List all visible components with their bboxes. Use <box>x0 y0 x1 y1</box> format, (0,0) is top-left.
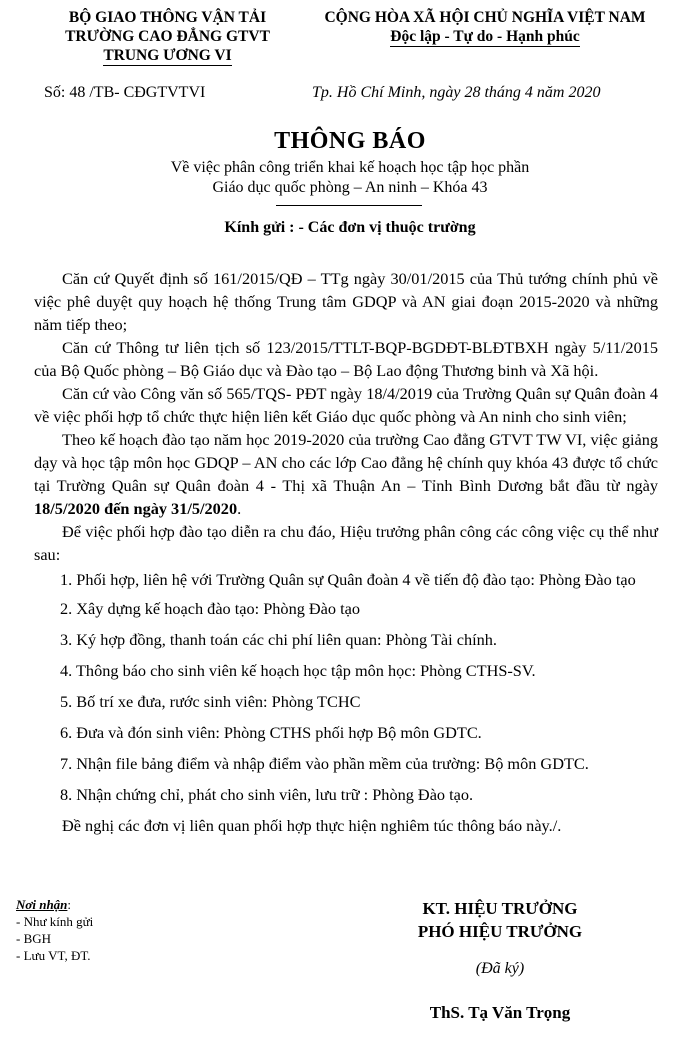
list-item: 8. Nhận chứng chỉ, phát cho sinh viên, lưu trữ : Phòng Đào tạo. <box>60 785 474 804</box>
national-header <box>300 8 670 47</box>
school-name: TRƯỜNG CAO ĐẲNG GTVT <box>65 28 270 45</box>
schedule-text: Theo kế hoạch đào tạo năm học 2019-2020 của trường Cao đẳng GTVT TW VI, việc giảng dạy và học tập môn học GDQP – AN cho các lớp Cao đẳng hệ chính quy khóa 43 được tổ chức tại Trường Quân sự Quân đoàn 4 - Thị xã Thuận An – Tỉnh Bình Dương bắt đầu từ ngày <box>34 430 658 495</box>
document-body <box>34 267 658 837</box>
paragraph-legal-basis-2: Căn cứ Thông tư liên tịch số 123/2015/TTLT-BQP-BGDĐT-BLĐTBXH ngày 5/11/2015 của Bộ Quốc phòng – Bộ Giáo dục và Đào tạo – Bộ Lao động Thương binh và Xã hội. <box>34 338 658 380</box>
list-item: 3. Ký hợp đồng, thanh toán các chi phí liên quan: Phòng Tài chính. <box>60 630 497 649</box>
national-title: CỘNG HÒA XÃ HỘI CHỦ NGHĨA VIỆT NAM <box>324 9 646 26</box>
list-item: 6. Đưa và đón sinh viên: Phòng CTHS phối hợp Bộ môn GDTC. <box>60 723 482 742</box>
subtitle-line1: Về việc phân công triển khai kế hoạch học tập học phần <box>170 159 530 176</box>
list-item: - Như kính gửi <box>16 914 94 929</box>
list-item: - Lưu VT, ĐT. <box>16 948 91 963</box>
signature-block <box>380 897 620 943</box>
task-list <box>34 568 658 806</box>
schedule-end: . <box>237 499 242 518</box>
ministry-name: BỘ GIAO THÔNG VẬN TẢI <box>68 9 267 26</box>
list-item: 5. Bố trí xe đưa, rước sinh viên: Phòng TCHC <box>60 692 361 711</box>
recipient-line: Kính gửi : - Các đơn vị thuộc trường <box>224 219 476 236</box>
list-item: 4. Thông báo cho sinh viên kế hoạch học tập môn học: Phòng CTHS-SV. <box>60 661 536 680</box>
list-item: 2. Xây dựng kế hoạch đào tạo: Phòng Đào tạo <box>60 599 361 618</box>
national-motto: Độc lập - Tự do - Hạnh phúc <box>390 28 580 45</box>
recipients-block <box>16 896 93 964</box>
document-title: THÔNG BÁO <box>274 128 426 154</box>
document-subtitle <box>0 158 700 198</box>
subtitle-divider <box>276 205 422 206</box>
signed-note: (Đã ký) <box>475 960 525 977</box>
list-item: - BGH <box>16 931 52 946</box>
paragraph-schedule <box>34 428 658 520</box>
paragraph-legal-basis-1: Căn cứ Quyết định số 161/2015/QĐ – TTg ngày 30/01/2015 của Thủ tướng chính phủ về việc phê duyệt quy hoạch hệ thống Trung tâm GDQP và AN giai đoạn 2015-2020 và những năm tiếp theo; <box>34 269 658 334</box>
signature-position: PHÓ HIỆU TRƯỞNG <box>417 922 583 941</box>
recipients-colon: : <box>67 897 72 912</box>
signer-name: ThS. Tạ Văn Trọng <box>429 1003 571 1022</box>
subtitle-line2: Giáo dục quốc phòng – An ninh – Khóa 43 <box>212 179 488 196</box>
list-item: 1. Phối hợp, liên hệ với Trường Quân sự Quân đoàn 4 về tiến độ đào tạo: Phòng Đào tạo <box>60 570 636 589</box>
issuer-header <box>40 8 295 66</box>
paragraph-assignment-intro: Để việc phối hợp đào tạo diễn ra chu đáo, Hiệu trưởng phân công các công việc cụ thể như sau: <box>34 522 658 564</box>
signature-authority: KT. HIỆU TRƯỞNG <box>422 899 578 918</box>
closing-request: Đề nghị các đơn vị liên quan phối hợp thực hiện nghiêm túc thông báo này./. <box>62 816 562 835</box>
schedule-dates: 18/5/2020 đến ngày 31/5/2020 <box>34 499 238 518</box>
recipients-title: Nơi nhận <box>16 897 68 912</box>
school-name-line2: TRUNG ƯƠNG VI <box>103 47 232 64</box>
list-item: 7. Nhận file bảng điểm và nhập điểm vào phần mềm của trường: Bộ môn GDTC. <box>60 754 589 773</box>
paragraph-legal-basis-3: Căn cứ vào Công văn số 565/TQS- PĐT ngày 18/4/2019 của Trường Quân sự Quân đoàn 4 về việc phối hợp tổ chức thực hiện liên kết Giáo dục quốc phòng và An ninh cho sinh viên; <box>34 384 658 426</box>
place-date: Tp. Hồ Chí Minh, ngày 28 tháng 4 năm 2020 <box>312 84 601 101</box>
document-number: Số: 48 /TB- CĐGTVTVI <box>44 84 206 101</box>
